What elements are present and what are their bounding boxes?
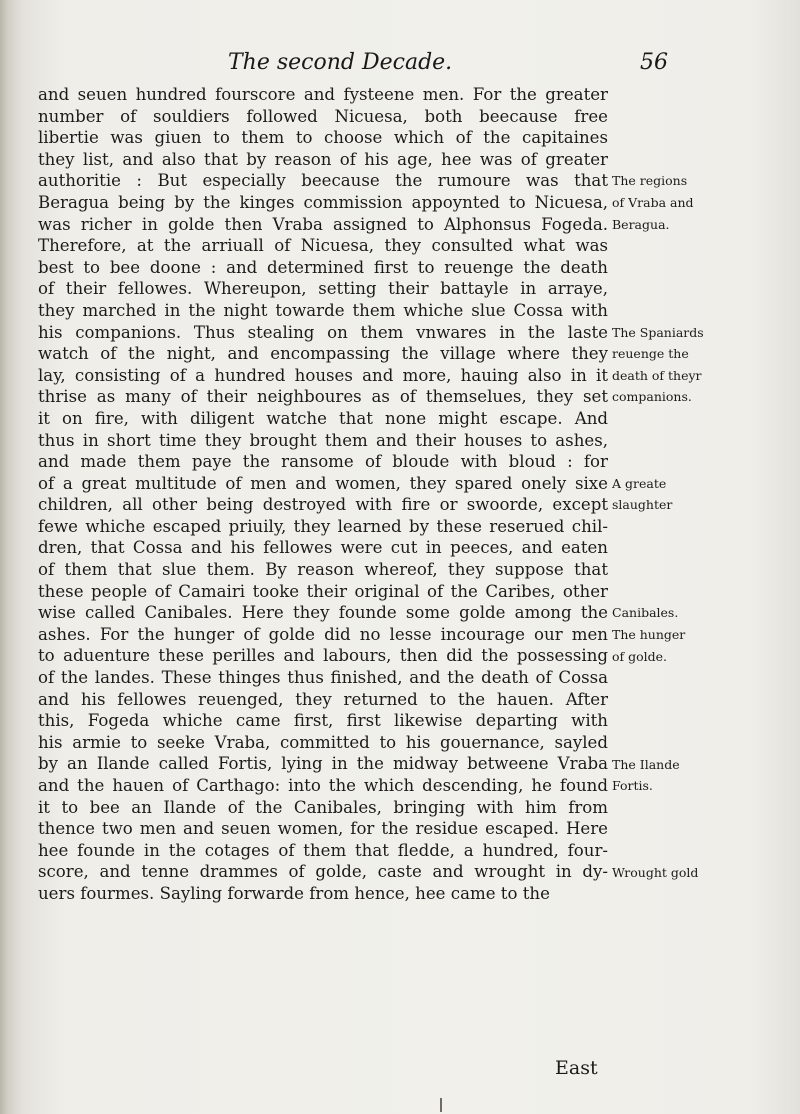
text-line: and the hauen of Carthago: into the which descending, he found — [38, 776, 608, 795]
text-line: of a great multitude of men and women, they spared onely sixe — [38, 473, 608, 493]
margin-note: death of theyr — [612, 367, 702, 383]
text-line: fewe whiche escaped priuily, they learned by these reserued chil- — [38, 516, 608, 536]
margin-note: reuenge the — [612, 346, 689, 362]
text-line: Beragua being by the kinges commission appoynted to Nicuesa, — [38, 192, 608, 212]
text-line: it on fire, with diligent watche that none might escape. And — [38, 408, 608, 428]
margin-note: Wrought gold — [612, 864, 699, 880]
text-line: Therefore, at the arriuall of Nicuesa, they consulted what was — [38, 236, 608, 256]
text-line: and his fellowes reuenged, they returned to the hauen. After — [38, 689, 608, 709]
stray-ink-mark — [440, 1098, 442, 1112]
body-text — [38, 84, 608, 905]
margin-note: Fortis. — [612, 778, 653, 794]
text-line: wise called Canibales. Here they founde some golde among the — [38, 603, 608, 623]
text-line: authoritie : But especially beecause the rumoure was that — [38, 171, 608, 191]
margin-note: The Ilande — [612, 756, 680, 772]
text-line: thus in short time they brought them and their houses to ashes, — [38, 430, 608, 450]
text-line: of them that slue them. By reason whereof, they suppose that — [38, 560, 608, 580]
text-line: number of souldiers followed Nicuesa, both beecause free — [38, 106, 608, 126]
text-line: hee founde in the cotages of them that fledde, a hundred, four- — [38, 840, 608, 860]
text-line: they marched in the night towarde them whiche slue Cossa with — [38, 300, 608, 320]
page-gutter-shadow — [0, 0, 14, 1114]
page-header — [228, 46, 668, 80]
margin-note: The hunger — [612, 627, 686, 642]
page-number: 56 — [640, 50, 668, 75]
text-line: libertie was giuen to them to choose which of the capitaines — [38, 128, 608, 148]
margin-note: of Vraba and — [612, 195, 694, 210]
text-line: lay, consisting of a hundred houses and more, hauing also in it — [38, 365, 608, 385]
text-line: his armie to seeke Vraba, committed to his gouernance, sayled — [38, 732, 608, 752]
text-line: thrise as many of their neighboures as of themselues, they set — [38, 387, 608, 407]
margin-note: slaughter — [612, 497, 673, 513]
text-line: of their fellowes. Whereupon, setting their battayle in arraye, — [38, 279, 608, 299]
text-line: they list, and also that by reason of his age, hee was of greater — [38, 149, 608, 169]
text-line: uers fourmes. Sayling forwarde from hence, hee came to the — [38, 883, 550, 903]
running-title: The second Decade. — [228, 50, 453, 75]
text-line: score, and tenne drammes of golde, caste and wrought in dy- — [38, 862, 608, 882]
margin-note: The Spaniards — [612, 324, 704, 340]
text-line: watch of the night, and encompassing the village where they — [38, 344, 608, 364]
text-line: this, Fogeda whiche came first, first likewise departing with — [38, 711, 608, 731]
catchword: East — [555, 1057, 598, 1079]
margin-note: A greate — [612, 475, 667, 491]
margin-note: The regions — [612, 173, 688, 189]
text-line: it to bee an Ilande of the Canibales, bringing with him from — [38, 797, 608, 817]
text-line: by an Ilande called Fortis, lying in the midway betweene Vraba — [38, 754, 608, 774]
margin-note: companions. — [612, 389, 692, 405]
text-line: these people of Camairi tooke their original of the Caribes, other — [38, 581, 608, 601]
text-line: dren, that Cossa and his fellowes were cut in peeces, and eaten — [38, 538, 608, 558]
margin-note: Canibales. — [612, 605, 679, 621]
text-line: children, all other being destroyed with fire or swoorde, except — [38, 495, 608, 515]
text-line: was richer in golde then Vraba assigned to Alphonsus Fogeda. — [38, 214, 608, 234]
text-line: ashes. For the hunger of golde did no lesse incourage our men — [38, 624, 608, 644]
text-line: of the landes. These thinges thus finished, and the death of Cossa — [38, 668, 608, 688]
text-line: to aduenture these perilles and labours, then did the possessing — [38, 646, 608, 666]
margin-note: Beragua. — [612, 216, 670, 232]
text-line: thence two men and seuen women, for the residue escaped. Here — [38, 819, 608, 839]
text-line: his companions. Thus stealing on them vnwares in the laste — [38, 322, 608, 342]
margin-note: of golde. — [612, 648, 668, 664]
text-line: and seuen hundred fourscore and fysteene men. For the greater — [38, 85, 608, 104]
text-line: and made them paye the ransome of bloude with bloud : for — [38, 452, 608, 472]
text-line: best to bee doone : and determined first to reuenge the death — [38, 257, 608, 277]
